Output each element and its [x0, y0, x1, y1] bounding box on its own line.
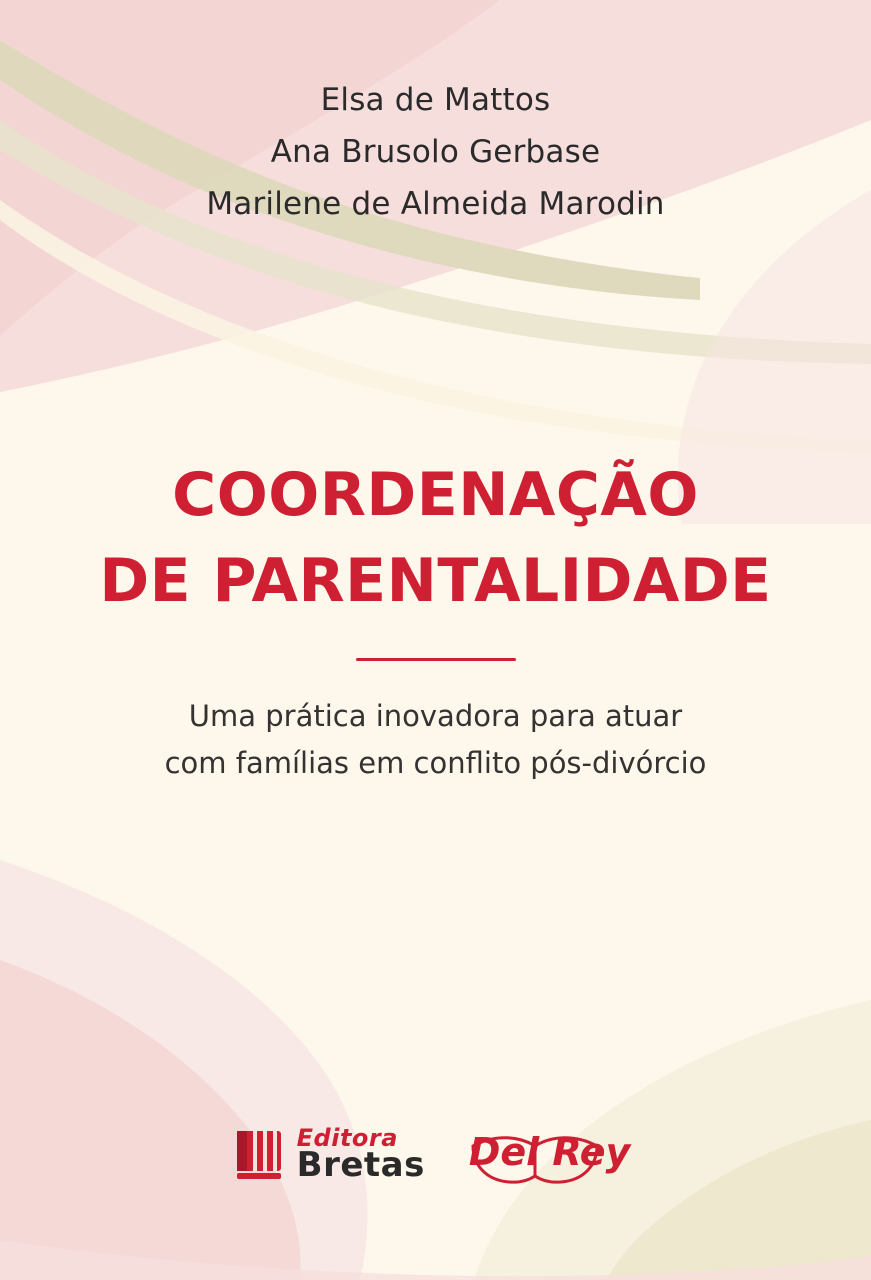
author-name: Elsa de Mattos: [320, 82, 551, 118]
subtitle-line: com famílias em conflito pós-divórcio: [164, 746, 707, 780]
bretas-editora-label: Editora: [296, 1124, 398, 1152]
publisher-logo-bretas: [233, 1125, 425, 1183]
publisher-logo-delrey: [461, 1124, 638, 1184]
book-icon: [233, 1125, 287, 1183]
title-line: COORDENAÇÃO: [172, 460, 699, 530]
bretas-name-label: Bretas: [296, 1145, 425, 1185]
publisher-logos: [0, 1124, 871, 1184]
title-line: DE PARENTALIDADE: [99, 546, 772, 616]
delrey-name-label: Del Rey: [468, 1130, 631, 1174]
title-divider: [356, 658, 516, 661]
author-name: Ana Brusolo Gerbase: [270, 134, 601, 170]
book-subtitle: [0, 693, 871, 787]
author-list: [0, 74, 871, 230]
author-name: Marilene de Almeida Marodin: [206, 186, 665, 222]
book-title: [0, 452, 871, 661]
bretas-wordmark: [296, 1124, 425, 1185]
subtitle-line: Uma prática inovadora para atuar: [188, 699, 683, 733]
